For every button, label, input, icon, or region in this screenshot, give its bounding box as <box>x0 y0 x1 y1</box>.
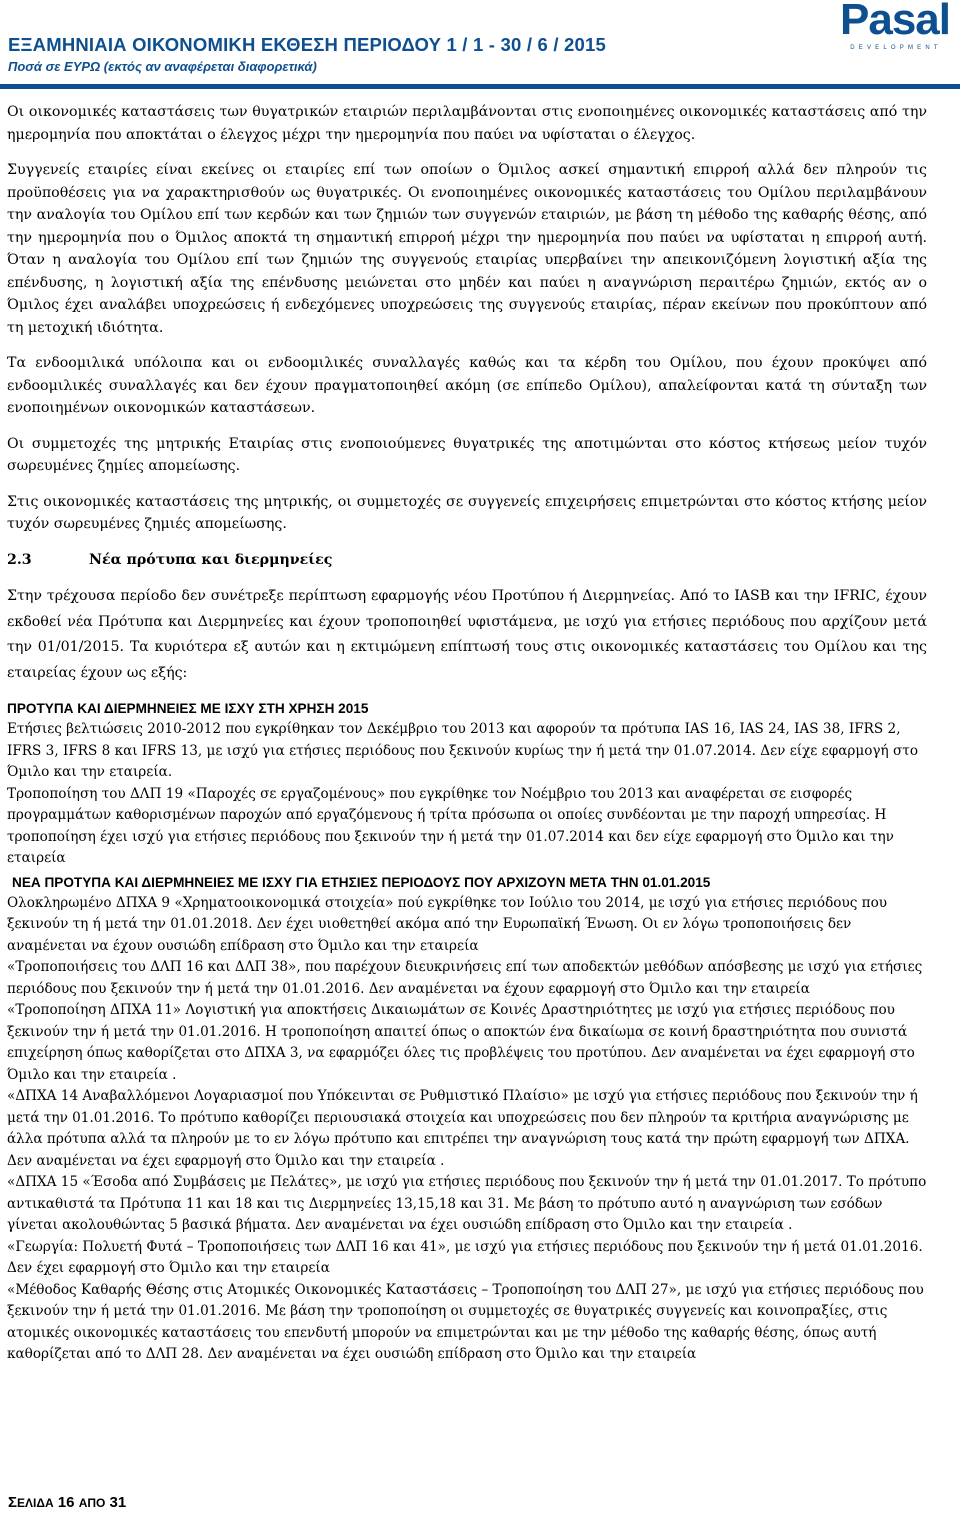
logo-name: Pasal <box>840 0 950 44</box>
list-item: «Μέθοδος Καθαρής Θέσης στις Ατομικές Οικονομικές Καταστάσεις – Τροποποίηση του ΔΛΠ 27», με ισχύ για ετήσιες περιόδους που ξεκινούν την ή μετά την 01.01.2016. Με βάση την τροποποίηση οι συμμετοχές σε θυγατρικές συγγενείς και κοινοπραξίες, στις ατομικές οικονομικές καταστάσεις του επενδυτή μπορούν να επιμετρώνται και με την μέθοδο της καθαρής θέσης, όπως αυτή καθορίζεται από το ΔΛΠ 28. Δεν αναμένεται να έχει ουσιώδη επίδραση στο Όμιλο και την εταιρεία <box>7 1281 924 1362</box>
list-item: «Τροποποίηση ΔΠΧΑ 11» Λογιστική για αποκτήσεις Δικαιωμάτων σε Κοινές Δραστηριότητες με ισχύ για ετήσιες περιόδους που ξεκινούν την ή μετά την 01.01.2016. Η τροποποίηση απαιτεί όπως ο αποκτών ένα δικαίωμα σε κοινή δραστηριότητα που συνιστά επιχείρηση όπως καθορίζεται στο ΔΠΧΑ 3, να εφαρμόζει όλες τις προβλέψεις του προτύπου. Δεν αναμένεται να έχει εφαρμογή στο Όμιλο και την εταιρεία . <box>7 1002 915 1083</box>
header-divider <box>0 84 960 89</box>
section-title: Νέα πρότυπα και διερμηνείες <box>89 551 333 568</box>
list-item: Ολοκληρωμένο ΔΠΧΑ 9 «Χρηματοοικονομικά στοιχεία» πού εγκρίθηκε τον Ιούλιο του 2014, με ισχύ για ετήσιες περιόδους που ξεκινούν τη ή μετά την 01.01.2018. Δεν έχει υιοθετηθεί ακόμα από την Ευρωπαϊκή Ένωση. Οι εν λόγω τροποποιήσεις δεν αναμένεται να έχουν ουσιώδη επίδραση στο Όμιλο και την εταιρεία <box>7 894 888 954</box>
logo-tagline: DEVELOPMENT <box>850 45 942 51</box>
footer-of-word: ΑΠΟ <box>78 1496 106 1510</box>
footer-total-pages: 31 <box>109 1494 127 1511</box>
new-standards-heading: ΝΕΑ ΠΡΟΤΥΠΑ ΚΑΙ ΔΙΕΡΜΗΝΕΙΕΣ ΜΕ ΙΣΧΥ ΓΙΑ ΕΤΗΣΙΕΣ ΠΕΡΙΟΔΟΥΣ ΠΟΥ ΑΡΧΙΖΟΥΝ ΜΕΤΑ ΤΗΝ 01.01.2015 <box>12 874 711 890</box>
section-intro: Στην τρέχουσα περίοδο δεν συνέτρεξε περίπτωση εφαρμογής νέου Προτύπου ή Διερμηνείας. Από το IASB και την IFRIC, έχουν εκδοθεί νέα Πρότυπα και Διερμηνείες και έχουν τροποποιηθεί υφιστάμενα, με ισχύ για ετήσιες περιόδους που αρχίζουν μετά την 01/01/2015. Τα κυριότερα εξ αυτών και η εκτιμώμενη επίπτωσή τους στις οικονομικές καταστάσεις του Ομίλου και της εταιρείας έχουν ως εξής: <box>7 588 927 681</box>
list-item: Τροποποίηση του ΔΛΠ 19 «Παροχές σε εργαζομένους» που εγκρίθηκε τον Νοέμβριο του 2013 και αναφέρεται σε εισφορές προγραμμάτων καθορισμένων παροχών από εργαζόμενους ή τρίτα πρόσωπα οι οποίες συνδέονται με την παροχή υπηρεσίας. Η τροποποίηση έχει ισχύ για ετήσιες περιόδους που ξεκινούν την ή μετά την 01.07.2014 και δεν είχε εφαρμογή στο Όμιλο και την εταιρεία <box>7 785 894 866</box>
list-item: Ετήσιες βελτιώσεις 2010-2012 που εγκρίθηκαν τον Δεκέμβριο του 2013 και αφορούν τα πρότυπα IAS 16, IAS 24, IAS 38, IFRS 2, IFRS 3, IFRS 8 και IFRS 13, με ισχύ για ετήσιες περιόδους που ξεκινούν κυρίως την ή μετά την 01.07.2014. Δεν είχε εφαρμογή στο Όμιλο και την εταιρεία. <box>7 721 919 780</box>
page-footer <box>8 1494 126 1511</box>
paragraph-associates: Συγγενείς εταιρίες είναι εκείνες οι εταιρίες επί των οποίων ο Όμιλος ασκεί σημαντική επιρροή αλλά δεν πληρούν τις προϋποθέσεις για να χαρακτηρισθούν ως θυγατρικές. Οι ενοποιημένες οικονομικές καταστάσεις του Ομίλου περιλαμβάνουν την αναλογία του Ομίλου επί των κερδών και των ζημιών των συγγενών εταιριών, με βάση τη μέθοδο της καθαρής θέσης, από την ημερομηνία που ο Όμιλος αποκτά τη σημαντική επιρροή μέχρι την ημερομηνία που παύει να υφίσταται η επιρροή αυτή. Όταν η αναλογία του Ομίλου επί των ζημιών της συγγενούς εταιρίας υπερβαίνει την απεικονιζόμενη λογιστική αξία της επένδυσης, η λογιστική αξία της επένδυσης μειώνεται στο μηδέν και παύει η αναγνώριση περαιτέρω ζημιών, εκτός αν ο Όμιλος έχει αναλάβει υποχρεώσεις ή ενδεχόμενες υποχρεώσεις της συγγενούς εταιρίας, πέραν εκείνων που προκύπτουν από τη μετοχική ιδιότητα. <box>7 162 927 336</box>
paragraph-subsidiaries: Οι οικονομικές καταστάσεις των θυγατρικών εταιριών περιλαμβάνονται στις ενοποιημένες οικονομικές καταστάσεις από την ημερομηνία που αποκτάται ο έλεγχος μέχρι την ημερομηνία που παύει να υφίσταται ο έλεγχος. <box>7 104 927 143</box>
report-subtitle: Ποσά σε ΕΥΡΩ (εκτός αν αναφέρεται διαφορετικά) <box>8 59 317 74</box>
list-item: «Γεωργία: Πολυετή Φυτά – Τροποποιήσεις των ΔΛΠ 16 και 41», με ισχύ για ετήσιες περιόδους που ξεκινούν την ή μετά 01.01.2016. Δεν έχει εφαρμογή στο Όμιλο και την εταιρεία <box>7 1238 923 1276</box>
section-number: 2.3 <box>7 551 32 568</box>
footer-page-word-initial: Σ <box>8 1494 18 1511</box>
list-item: «ΔΠΧΑ 14 Αναβαλλόμενοι Λογαριασμοί που Υπόκεινται σε Ρυθμιστικό Πλαίσιο» με ισχύ για ετήσιες περιόδους που ξεκινούν την ή μετά την 01.01.2016. Το πρότυπο καθορίζει περιουσιακά στοιχεία και υποχρεώσεις που δεν πληρούν τα κριτήρια αναγνώρισης με άλλα πρότυπα αλλά τα πληρούν με το εν λόγω πρότυπο και επιτρέπει την αναγνώριση τους κατά την πρώτη εφαρμογή των ΔΠΧΑ. Δεν αναμένεται να έχει εφαρμογή στο Όμιλο και την εταιρεία . <box>7 1088 918 1169</box>
paragraph-intragroup: Τα ενδοομιλικά υπόλοιπα και οι ενδοομιλικές συναλλαγές καθώς και τα κέρδη του Ομίλου, που έχουν προκύψει από ενδοομιλικές συναλλαγές και δεν έχουν πραγματοποιηθεί ακόμη (σε επίπεδο Ομίλου), απαλείφονται κατά τη σύνταξη των ενοποιημένων οικονομικών καταστάσεων. <box>7 355 927 416</box>
paragraph-parent-holdings: Οι συμμετοχές της μητρικής Εταιρίας στις ενοποιούμενες θυγατρικές της αποτιμώνται στο κόστος κτήσεως μείον τυχόν σωρευμένες ζημίες απομείωσης. <box>7 435 927 474</box>
page-content <box>7 101 927 1366</box>
standards-in-force-heading: ΠΡΟΤΥΠΑ ΚΑΙ ΔΙΕΡΜΗΝΕΙΕΣ ΜΕ ΙΣΧΥ ΣΤΗ ΧΡΗΣΗ 2015 <box>7 701 369 716</box>
list-item: «ΔΠΧΑ 15 «Έσοδα από Συμβάσεις με Πελάτες», με ισχύ για ετήσιες περιόδους που ξεκινούν την ή μετά την 01.01.2017. Το πρότυπο αντικαθιστά τα Πρότυπα 11 και 18 και τις Διερμηνείες 13,15,18 και 31. Με βάση το πρότυπο αυτό η αναγνώριση των εσόδων γίνεται ακολουθώντας 5 βασικά βήματα. Δεν αναμένεται να έχει ουσιώδη επίδραση στο Όμιλο και την εταιρεία . <box>7 1174 927 1233</box>
report-title: ΕΞΑΜΗΝΙΑΙΑ ΟΙΚΟΝΟΜΙΚΗ ΕΚΘΕΣΗ ΠΕΡΙΟΔΟΥ 1 / 1 - 30 / 6 / 2015 <box>8 34 606 55</box>
paragraph-parent-associates: Στις οικονομικές καταστάσεις της μητρικής, οι συμμετοχές σε συγγενείς επιχειρήσεις επιμετρώνται στο κόστος κτήσης μείον τυχόν σωρευμένες ζημιές απομείωσης. <box>7 493 927 532</box>
footer-current-page: 16 <box>57 1494 75 1511</box>
footer-page-word-rest: ΕΛΙΔΑ <box>17 1496 54 1510</box>
section-heading <box>7 549 927 572</box>
company-logo <box>837 0 953 56</box>
list-item: «Τροποποιήσεις του ΔΛΠ 16 και ΔΛΠ 38», που παρέχουν διευκρινήσεις επί των αποδεκτών μεθόδων απόσβεσης με ισχύ για ετήσιες περιόδους που ξεκινούν την ή μετά την 01.01.2016. Δεν αναμένεται να έχουν εφαρμογή στο Όμιλο και την εταιρεία <box>7 959 923 997</box>
